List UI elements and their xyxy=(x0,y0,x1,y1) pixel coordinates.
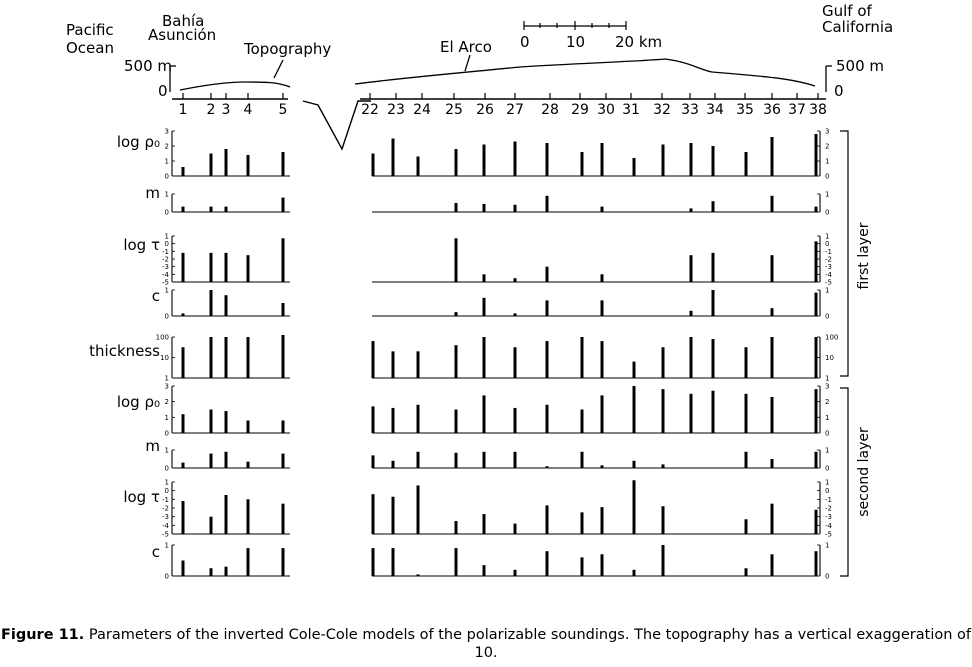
left-y-tick-label: 1 xyxy=(164,286,169,295)
scale-bar xyxy=(524,21,626,30)
station-label-28: 28 xyxy=(541,102,559,118)
panel-label: log τ xyxy=(123,488,160,506)
right-y-tick-label: -2 xyxy=(825,504,832,513)
left-y-tick-label: 1 xyxy=(164,232,169,241)
right-y-tick-label: 0 xyxy=(825,487,830,496)
gulf-of-california-label-line2: California xyxy=(822,18,894,36)
panel-first-layer-1 xyxy=(145,184,829,217)
right-y-tick-label: 2 xyxy=(825,398,830,407)
right-y-tick-label: -5 xyxy=(825,530,832,539)
station-label-23: 23 xyxy=(387,102,405,118)
station-label-2: 2 xyxy=(206,102,216,118)
station-label-32: 32 xyxy=(653,102,671,118)
right-y-tick-label: -4 xyxy=(825,270,832,279)
right-y-tick-label: 1 xyxy=(825,286,830,295)
right-y-tick-label: -3 xyxy=(825,513,832,522)
panel-label: m xyxy=(145,184,160,202)
gulf-of-california-label-line1: Gulf of xyxy=(822,2,872,20)
panel-first-layer-2 xyxy=(123,233,832,287)
right-y-tick-label: 1 xyxy=(825,374,830,383)
right-y-tick-label: 1 xyxy=(825,190,830,199)
right-y-tick-label: 0 xyxy=(825,240,830,249)
pacific-ocean-label-line2: Ocean xyxy=(66,39,114,57)
station-label-31: 31 xyxy=(622,102,640,118)
panel-label: m xyxy=(145,437,160,455)
right-y-tick-label: 1 xyxy=(825,541,830,550)
topography-profile xyxy=(170,55,832,92)
left-y-tick-label: -2 xyxy=(162,255,169,264)
station-label-26: 26 xyxy=(476,102,494,118)
left-y-tick-label: 100 xyxy=(155,333,169,342)
right-y-tick-label: 1 xyxy=(825,232,830,241)
right-altitude-500: 500 m xyxy=(836,57,885,75)
right-y-tick-label: -1 xyxy=(825,495,832,504)
panel-label: log τ xyxy=(123,236,160,254)
station-label-38: 38 xyxy=(809,102,827,118)
left-y-tick-label: 0 xyxy=(164,464,169,473)
station-label-33: 33 xyxy=(681,102,699,118)
left-y-tick-label: 1 xyxy=(164,541,169,550)
right-y-tick-label: 2 xyxy=(825,142,830,151)
station-label-5: 5 xyxy=(278,102,288,118)
topography-label: Topography xyxy=(244,40,332,58)
panel-label: c xyxy=(151,543,160,561)
panel-label: c xyxy=(151,287,160,305)
panel-second-layer-8 xyxy=(152,542,830,581)
panel-first-layer-0 xyxy=(117,128,830,181)
station-label-36: 36 xyxy=(763,102,781,118)
left-y-tick-label: 1 xyxy=(164,478,169,487)
left-y-tick-label: 0 xyxy=(164,487,169,496)
right-y-tick-label: 1 xyxy=(825,413,830,422)
left-y-tick-label: -3 xyxy=(162,513,169,522)
left-y-tick-label: 0 xyxy=(164,208,169,217)
parameter-panels xyxy=(89,128,838,581)
right-y-tick-label: 0 xyxy=(825,312,830,321)
panel-label: log ρ₀ xyxy=(116,133,160,151)
el-arco-label: El Arco xyxy=(440,38,492,56)
left-y-tick-label: 3 xyxy=(164,382,169,391)
panel-first-layer-3 xyxy=(152,287,830,321)
left-y-tick-label: 0 xyxy=(164,572,169,581)
right-y-tick-label: 3 xyxy=(825,382,830,391)
left-y-tick-label: -5 xyxy=(162,530,169,539)
right-y-tick-label: 100 xyxy=(825,333,839,342)
station-ticks xyxy=(179,93,827,118)
panel-first-layer-4 xyxy=(89,334,838,383)
scale-tick-0: 0 xyxy=(520,33,530,51)
right-y-tick-label: 10 xyxy=(825,354,834,362)
panel-second-layer-6 xyxy=(145,437,829,473)
station-label-24: 24 xyxy=(413,102,431,118)
right-y-tick-label: -1 xyxy=(825,247,832,256)
right-y-tick-label: 1 xyxy=(825,157,830,166)
figure-caption xyxy=(0,626,972,662)
left-y-tick-label: -4 xyxy=(162,521,169,530)
right-altitude-0: 0 xyxy=(834,82,844,100)
left-y-tick-label: 3 xyxy=(164,127,169,136)
left-y-tick-label: 0 xyxy=(164,172,169,181)
station-axis xyxy=(172,99,826,149)
left-y-tick-label: 0 xyxy=(164,240,169,249)
station-label-1: 1 xyxy=(178,102,188,118)
right-y-tick-label: 1 xyxy=(825,446,830,455)
scale-tick-10: 10 xyxy=(566,33,586,51)
left-y-tick-label: -1 xyxy=(162,247,169,256)
bahia-asuncion-label-line1: Bahía xyxy=(162,12,205,30)
station-label-37: 37 xyxy=(788,102,806,118)
right-y-tick-label: 0 xyxy=(825,208,830,217)
station-label-25: 25 xyxy=(445,102,463,118)
left-y-tick-label: 0 xyxy=(164,312,169,321)
first-layer-label: first layer xyxy=(856,222,872,290)
left-y-tick-label: 1 xyxy=(164,374,169,383)
station-label-4: 4 xyxy=(243,102,253,118)
header-labels xyxy=(66,2,893,100)
layer-brackets xyxy=(840,131,848,576)
panel-label: thickness xyxy=(89,342,160,360)
station-label-27: 27 xyxy=(506,102,524,118)
left-y-tick-label: -2 xyxy=(162,504,169,513)
station-label-3: 3 xyxy=(221,102,231,118)
left-y-tick-label: 1 xyxy=(164,157,169,166)
panel-second-layer-5 xyxy=(117,383,830,438)
right-y-tick-label: -4 xyxy=(825,521,832,530)
station-label-29: 29 xyxy=(571,102,589,118)
left-y-tick-label: -4 xyxy=(162,270,169,279)
station-label-30: 30 xyxy=(597,102,615,118)
left-y-tick-label: 10 xyxy=(160,354,169,362)
left-y-tick-label: 2 xyxy=(164,398,169,407)
left-y-tick-label: 1 xyxy=(164,190,169,199)
right-y-tick-label: -2 xyxy=(825,255,832,264)
right-y-tick-label: 0 xyxy=(825,572,830,581)
pacific-ocean-label-line1: Pacific xyxy=(66,21,114,39)
left-y-tick-label: -3 xyxy=(162,263,169,272)
left-y-tick-label: -1 xyxy=(162,495,169,504)
right-y-tick-label: -5 xyxy=(825,278,832,287)
panel-label: log ρ₀ xyxy=(116,393,160,411)
left-altitude-500: 500 m xyxy=(124,57,173,75)
right-y-tick-label: 0 xyxy=(825,464,830,473)
right-y-tick-label: 3 xyxy=(825,127,830,136)
left-y-tick-label: 1 xyxy=(164,413,169,422)
right-y-tick-label: -3 xyxy=(825,263,832,272)
figure-caption-label: Figure 11. xyxy=(0,627,85,643)
left-y-tick-label: 2 xyxy=(164,142,169,151)
station-label-35: 35 xyxy=(736,102,754,118)
left-y-tick-label: -5 xyxy=(162,278,169,287)
right-y-tick-label: 0 xyxy=(825,172,830,181)
panel-second-layer-7 xyxy=(123,479,832,539)
right-y-tick-label: 1 xyxy=(825,478,830,487)
figure-caption-text: Parameters of the inverted Cole-Cole models of the polarizable soundings. The topography has a vertical exaggeration of 10. xyxy=(84,627,971,661)
right-y-tick-label: 0 xyxy=(825,429,830,438)
left-y-tick-label: 1 xyxy=(164,446,169,455)
scale-tick-20km: 20 km xyxy=(615,33,663,51)
left-altitude-0: 0 xyxy=(158,82,168,100)
station-label-22: 22 xyxy=(361,102,379,118)
second-layer-label: second layer xyxy=(856,427,872,517)
left-y-tick-label: 0 xyxy=(164,429,169,438)
station-label-34: 34 xyxy=(706,102,724,118)
bahia-asuncion-label-line2: Asunción xyxy=(148,26,217,44)
